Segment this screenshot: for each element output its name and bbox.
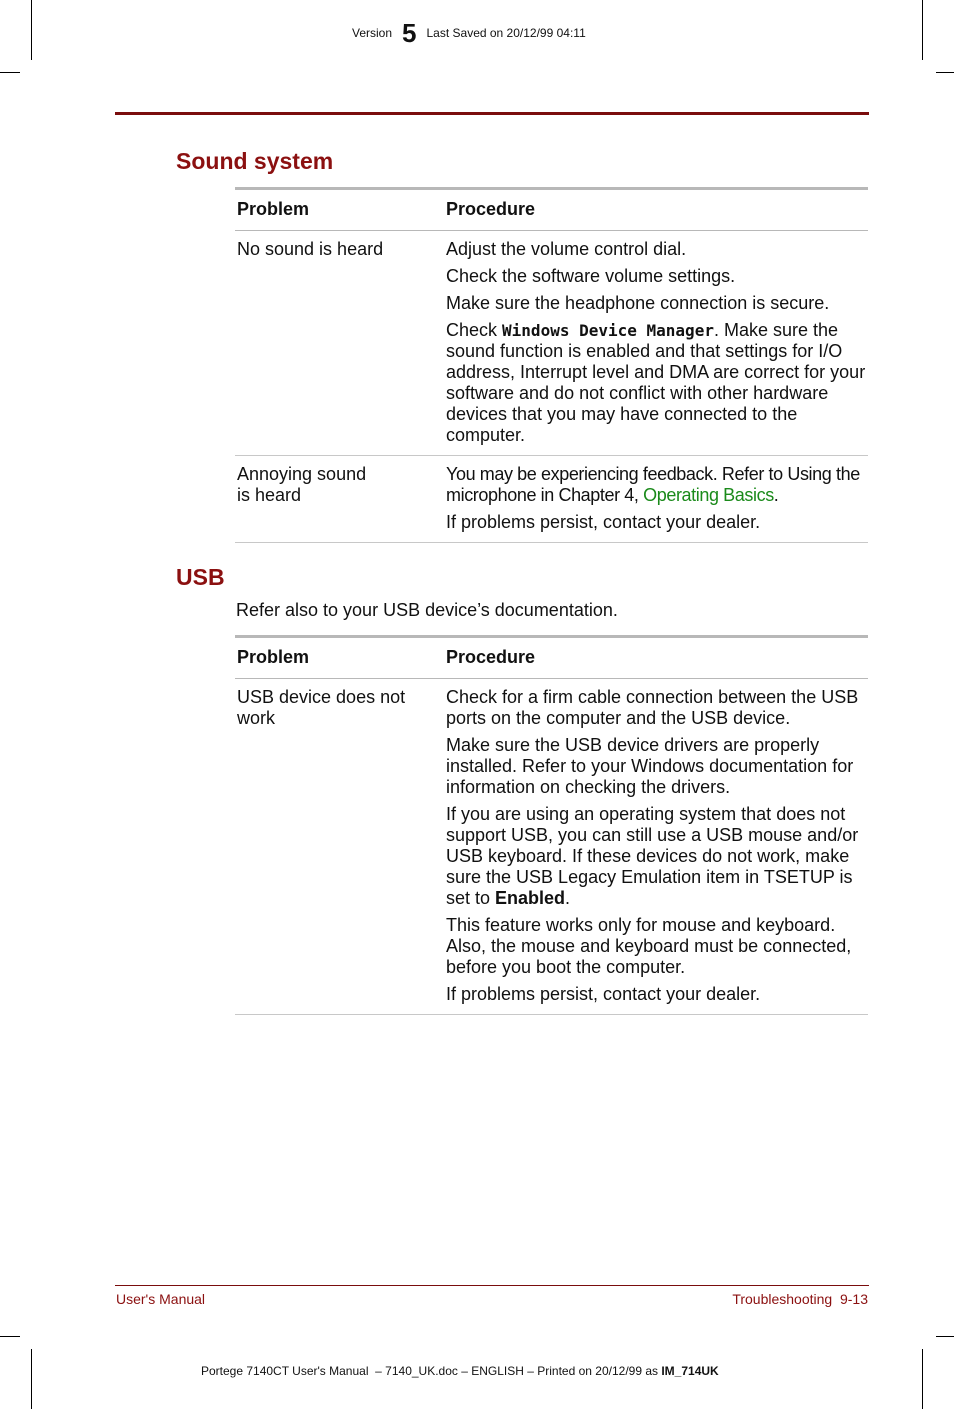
procedure-step [446,804,868,909]
crop-mark [936,1336,954,1337]
procedure-cell [446,464,868,533]
last-saved: Last Saved on 20/12/99 04:11 [426,26,586,40]
bold-text: Enabled [495,888,566,908]
table-row [235,679,868,1015]
usb-table [235,635,868,1015]
step-text: . Make sure the sound function is enabled and that settings for I/O address, Interrupt level and DMA are correct for your software and do not conflict with other hardware devices that you may have connected to the computer. [446,320,866,445]
procedure-step: Check for a firm cable connection between the USB ports on the computer and the USB device. [446,687,859,728]
procedure-step: If problems persist, contact your dealer. [446,512,761,532]
table-row [235,456,868,543]
footer-right: Troubleshooting 9-13 [732,1291,868,1307]
procedure-cell [446,239,868,446]
procedure-step: This feature works only for mouse and keyboard. Also, the mouse and keyboard must be connected, before you boot the computer. [446,915,852,977]
usb-intro-text: Refer also to your USB device’s documentation. [236,600,618,620]
step-text: . [565,888,571,908]
col-header-problem: Problem [237,199,310,219]
crop-mark [922,0,923,60]
problem-cell [235,464,446,533]
step-text: If you are using an operating system that does not support USB, you can still use a USB mouse and/or USB keyboard. If these devices do not work, make sure the USB Legacy Emulation item in TSETUP is set to [446,804,859,908]
section-title-sound: Sound system [176,148,334,174]
problem-cell: USB device does not work [237,687,406,728]
procedure-step: Check the software volume settings. [446,266,736,286]
step-text: You may be experiencing feedback. Refer to Using the microphone in Chapter 4, [446,464,860,505]
header-rule [115,112,869,115]
crop-mark [31,1349,32,1409]
version-label: Version [352,26,393,40]
table-row [235,231,868,456]
step-text: . [773,485,779,505]
print-info [201,1364,719,1378]
print-info-text: Portege 7140CT User's Manual – 7140_UK.doc – ENGLISH – Printed on 20/12/99 as [201,1364,662,1378]
problem-line: is heard [237,485,302,505]
table-header [235,187,868,231]
procedure-step [446,320,868,446]
version-number: 5 [402,18,417,48]
footer-left: User's Manual [116,1291,206,1307]
crop-mark [936,72,954,73]
section-title-usb: USB [176,564,225,590]
crop-mark [922,1349,923,1409]
step-text: Check [446,320,503,340]
code-text: Windows Device Manager [502,321,714,340]
problem-line: Annoying sound [237,464,367,484]
print-info-id: IM_714UK [661,1364,719,1378]
crop-mark [0,72,20,73]
sound-table [235,187,868,543]
footer-rule [115,1285,869,1286]
procedure-step [446,464,868,506]
col-header-procedure: Procedure [446,199,536,219]
crop-mark [31,0,32,60]
procedure-step: Make sure the USB device drivers are properly installed. Refer to your Windows documentation for information on checking the drivers. [446,735,854,797]
procedure-step: Adjust the volume control dial. [446,239,687,259]
col-header-problem: Problem [237,647,310,667]
problem-cell: No sound is heard [237,239,384,259]
col-header-procedure: Procedure [446,647,536,667]
operating-basics-link[interactable]: Operating Basics [643,485,774,505]
procedure-step: Make sure the headphone connection is secure. [446,293,830,313]
table-header [235,635,868,679]
procedure-step: If problems persist, contact your dealer. [446,984,761,1004]
procedure-cell [446,687,868,1005]
version-header [352,20,586,46]
crop-mark [0,1336,20,1337]
